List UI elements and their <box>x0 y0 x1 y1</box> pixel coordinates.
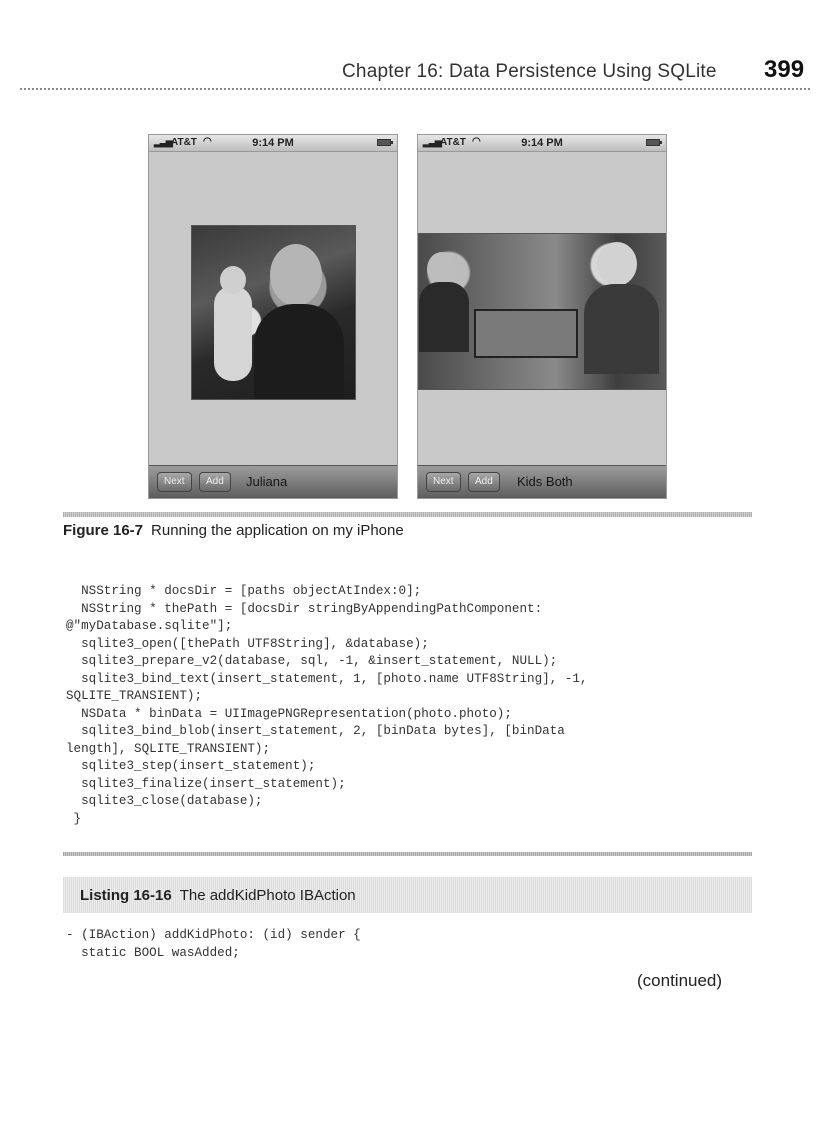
running-header-chapter: Chapter 16: Data Persistence Using SQLite <box>338 61 721 83</box>
figure-caption-text: Running the application on my iPhone <box>151 522 404 539</box>
page-number: 399 <box>764 56 805 83</box>
listing-title-text: The addKidPhoto IBAction <box>179 887 356 904</box>
listing-title <box>80 887 356 904</box>
code-line: length], SQLITE_TRANSIENT); <box>66 741 271 756</box>
add-button[interactable]: Add <box>468 472 500 492</box>
code-block-listing <box>66 927 361 962</box>
add-button[interactable]: Add <box>199 472 231 492</box>
carrier-name: AT&T <box>440 137 466 148</box>
kid-photo <box>191 225 356 400</box>
battery-icon <box>377 139 391 146</box>
code-line: sqlite3_bind_text(insert_statement, 1, [photo.name UTF8String], -1, <box>66 671 588 686</box>
wifi-icon: ◠ <box>203 136 212 147</box>
next-button[interactable]: Next <box>426 472 461 492</box>
bottom-toolbar <box>418 465 666 498</box>
figure-caption <box>63 522 404 539</box>
code-line: static BOOL wasAdded; <box>66 945 240 960</box>
code-line: sqlite3_prepare_v2(database, sql, -1, &insert_statement, NULL); <box>66 654 558 668</box>
signal-bars-icon: ▂▃▅ <box>154 137 172 147</box>
code-block-main <box>66 583 587 828</box>
photo-name-label: Kids Both <box>517 474 573 489</box>
figure-number: Figure 16-7 <box>63 522 144 539</box>
code-line: sqlite3_step(insert_statement); <box>66 759 316 773</box>
code-line: } <box>66 811 82 826</box>
iphone-screenshot-kids-both <box>417 134 667 499</box>
code-line: sqlite3_finalize(insert_statement); <box>66 776 346 791</box>
listing-rule <box>63 852 752 856</box>
status-time: 9:14 PM <box>521 137 563 149</box>
code-line: SQLITE_TRANSIENT); <box>66 689 203 703</box>
status-bar <box>418 135 666 152</box>
code-line: NSString * docsDir = [paths objectAtIndex:0]; <box>66 584 422 598</box>
carrier-name: AT&T <box>171 137 197 148</box>
code-line: - (IBAction) addKidPhoto: (id) sender { <box>66 928 361 942</box>
bottom-toolbar <box>149 465 397 498</box>
iphone-screenshot-juliana <box>148 134 398 499</box>
figure-rule <box>63 512 752 517</box>
listing-number: Listing 16-16 <box>80 887 172 904</box>
photo-name-label: Juliana <box>246 474 288 489</box>
header-rule <box>20 88 810 90</box>
wifi-icon: ◠ <box>472 136 481 147</box>
code-line: sqlite3_bind_blob(insert_statement, 2, [binData bytes], [binData <box>66 724 565 738</box>
code-line: sqlite3_close(database); <box>66 794 263 808</box>
signal-bars-icon: ▂▃▅ <box>423 137 441 147</box>
status-time: 9:14 PM <box>252 137 294 149</box>
code-line: NSData * binData = UIImagePNGRepresentation(photo.photo); <box>66 706 512 721</box>
code-line: NSString * thePath = [docsDir stringByAppendingPathComponent: <box>66 601 543 616</box>
code-line: sqlite3_open([thePath UTF8String], &database); <box>66 636 429 651</box>
battery-icon <box>646 139 660 146</box>
next-button[interactable]: Next <box>157 472 192 492</box>
continued-label: (continued) <box>637 971 723 990</box>
kids-photo <box>418 233 667 390</box>
code-line: @"myDatabase.sqlite"]; <box>66 619 233 633</box>
status-bar <box>149 135 397 152</box>
